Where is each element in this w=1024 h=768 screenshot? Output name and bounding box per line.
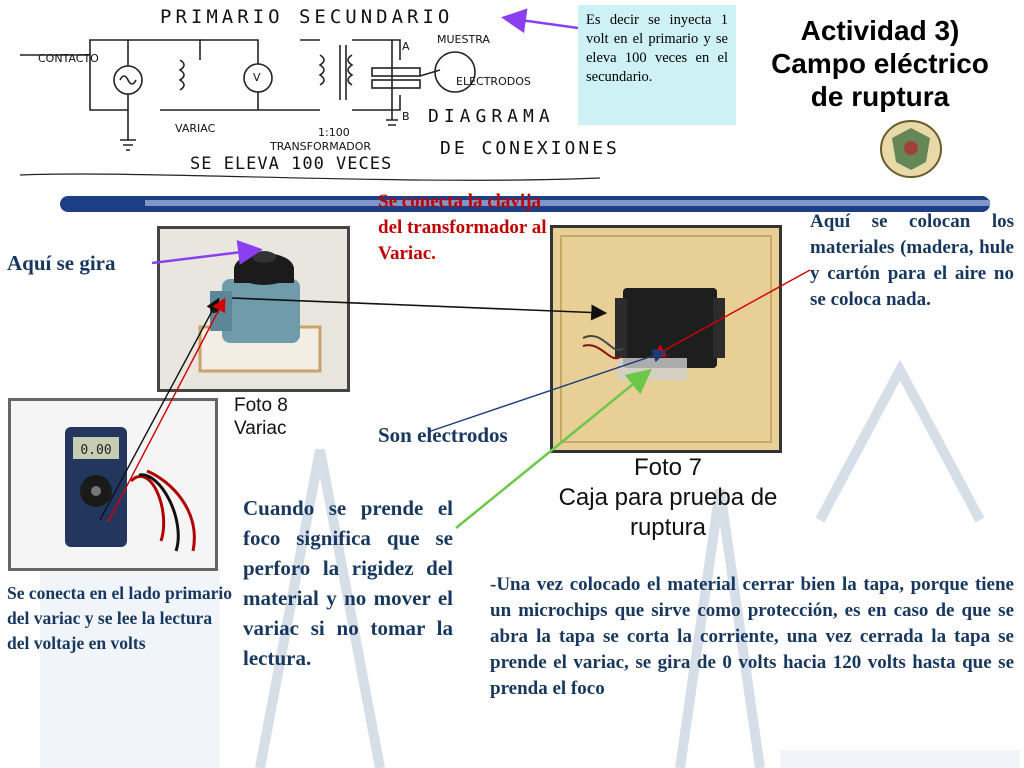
arrow-foco (456, 372, 648, 528)
title-line-3: de ruptura (810, 81, 950, 112)
arrow-callout-to-sketch (506, 18, 578, 28)
sketch-de-conexiones: DE CONEXIONES (440, 138, 620, 159)
sketch-contacto: CONTACTO (38, 52, 99, 65)
foto7-caption-line-1: Foto 7 (633, 454, 703, 481)
label-son-electrodos: Son electrodos (378, 423, 508, 447)
arrow-multimeter-black (100, 300, 218, 520)
label-cuando-se-prende: Cuando se prende el foco significa que se perforo la rigidez del material y no mover el variac si no tomar la lectura. (243, 496, 453, 670)
sketch-se-eleva: SE ELEVA 100 VECES (190, 154, 393, 174)
label-se-conecta-lado: Se conecta en el lado primario del variac y se lee la lectura del voltaje en volts (7, 583, 233, 653)
top-callout: Es decir se inyecta 1 volt en el primario y se eleva 100 veces en el secundario. (578, 5, 736, 125)
sketch-primario-secundario: PRIMARIO SECUNDARIO (160, 6, 454, 28)
foto7-caption-line-2: Caja para prueba de (558, 484, 778, 511)
sketch-variac: VARIAC (175, 122, 216, 135)
label-aqui-se-colocan: Aquí se colocan los materiales (madera, hule y cartón para el aire no se coloca nada. (810, 211, 1014, 310)
label-se-conecta-clavija: Se conecta la clavija del transformador al Variac. (378, 191, 547, 264)
foto7-caption-line-3: ruptura (629, 514, 707, 541)
arrow-multimeter-red (108, 300, 224, 522)
arrow-electrodos (428, 352, 664, 432)
arrow-gira-to-knob (152, 250, 258, 263)
sketch-terminal-b: B (402, 110, 410, 123)
sketch-ratio: 1:100 (318, 126, 350, 139)
arrow-materials (654, 270, 810, 356)
sketch-transformador: TRANSFORMADOR (270, 140, 372, 153)
label-aqui-se-gira: Aquí se gira (7, 251, 116, 275)
sketch-diagrama: DIAGRAMA (428, 106, 555, 127)
foto8-caption-line-2: Variac (234, 418, 287, 439)
arrow-variac-to-box (232, 298, 604, 313)
sketch-muestra: MUESTRA (437, 33, 490, 46)
sketch-electrodos: ELECTRODOS (456, 75, 531, 88)
sketch-voltmeter-symbol: V (253, 71, 261, 84)
label-instrucciones: -Una vez colocado el material cerrar bien la tapa, porque tiene un microchips que sirve como protección, es en caso de que se abra la tapa se corta la corriente, una vez cerrada la tapa se prende el variac, se gira de 0 volts hacia 120 volts hasta que se prenda el foco (490, 574, 1014, 699)
sketch-terminal-a: A (402, 40, 410, 53)
foto8-caption-line-1: Foto 8 (234, 395, 288, 416)
multimeter-display: 0.00 (80, 443, 112, 458)
title-line-2: Campo eléctrico (771, 48, 989, 79)
title-line-1: Actividad 3) (800, 15, 960, 46)
